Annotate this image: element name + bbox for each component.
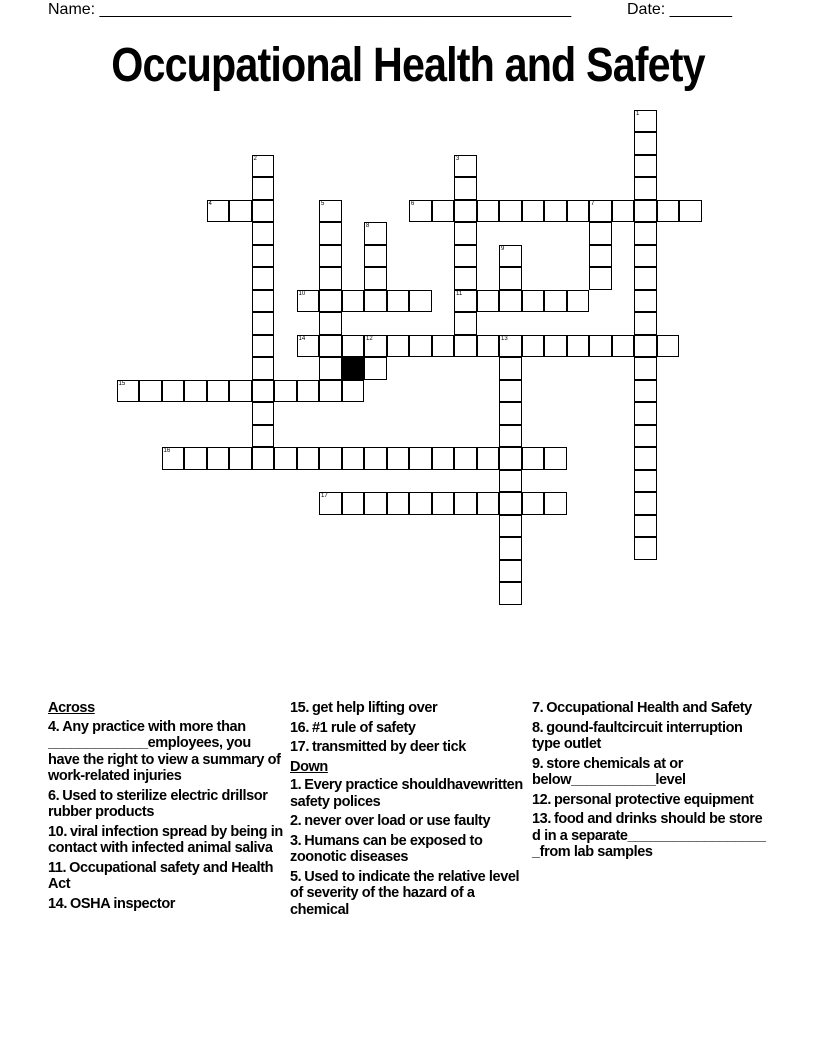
grid-cell[interactable] xyxy=(612,335,635,358)
grid-cell[interactable] xyxy=(319,357,342,380)
clue-text: food and drinks should be stored in a separate___________________from lab samples xyxy=(532,811,766,860)
clues-column-3 xyxy=(532,700,768,864)
grid-cell[interactable] xyxy=(432,447,455,470)
clue-text: OSHA inspector xyxy=(69,895,176,912)
clue-text: Every practice shouldhavewritten safety polices xyxy=(290,777,523,810)
grid-cell[interactable] xyxy=(499,492,522,515)
grid-cell[interactable] xyxy=(432,335,455,358)
grid-cell[interactable] xyxy=(184,447,207,470)
clue-text: never over load or use faulty xyxy=(304,813,491,829)
grid-cell[interactable] xyxy=(364,335,387,358)
grid-cell[interactable] xyxy=(409,290,432,313)
clue-text: Used to sterilize electric drillsor rubber products xyxy=(48,787,268,820)
grid-cell[interactable] xyxy=(207,447,230,470)
clue-number: 3. xyxy=(290,832,302,849)
grid-cell[interactable] xyxy=(432,200,455,223)
grid-cell[interactable] xyxy=(522,290,545,313)
clues-column-2 xyxy=(290,700,528,921)
grid-cell[interactable] xyxy=(252,200,275,223)
grid-cell[interactable] xyxy=(499,380,522,403)
grid-cell[interactable] xyxy=(634,380,657,403)
grid-cell[interactable] xyxy=(477,447,500,470)
grid-cell[interactable] xyxy=(499,537,522,560)
grid-cell[interactable] xyxy=(319,200,342,223)
clue-text: Used to indicate the relative level of severity of the hazard of a chemical xyxy=(290,868,520,918)
name-line: Name: _____________________________________________________ xyxy=(48,1,572,18)
grid-cell[interactable] xyxy=(207,380,230,403)
grid-cell[interactable] xyxy=(364,492,387,515)
cell-number: 12 xyxy=(366,335,373,342)
grid-cell[interactable] xyxy=(499,560,522,583)
grid-cell[interactable] xyxy=(117,380,140,403)
grid-cell[interactable] xyxy=(634,177,657,200)
grid-cell[interactable] xyxy=(589,222,612,245)
clue-down-9 xyxy=(532,756,768,789)
clue-across-10 xyxy=(48,824,284,857)
grid-cell[interactable] xyxy=(499,402,522,425)
page-title: Occupational Health and Safety xyxy=(111,39,705,92)
grid-cell[interactable] xyxy=(657,335,680,358)
grid-cell[interactable] xyxy=(342,380,365,403)
grid-cell[interactable] xyxy=(477,200,500,223)
grid-cell[interactable] xyxy=(274,447,297,470)
grid-cell[interactable] xyxy=(634,515,657,538)
grid-cell[interactable] xyxy=(387,290,410,313)
clue-text: viral infection spread by being in contact with infected animal saliva xyxy=(48,823,283,856)
grid-cell[interactable] xyxy=(252,222,275,245)
across-heading: Across xyxy=(48,700,95,716)
grid-cell[interactable] xyxy=(342,492,365,515)
grid-cell[interactable] xyxy=(252,267,275,290)
grid-cell[interactable] xyxy=(499,582,522,605)
grid-cell[interactable] xyxy=(634,335,657,358)
grid-cell[interactable] xyxy=(499,245,522,268)
clue-down-13 xyxy=(532,811,768,861)
clue-across-14 xyxy=(48,896,284,913)
clue-number: 1. xyxy=(290,777,302,793)
clue-text: gound-faultcircuit interruption type outlet xyxy=(532,719,743,752)
grid-cell[interactable] xyxy=(634,222,657,245)
grid-cell[interactable] xyxy=(409,200,432,223)
grid-cell[interactable] xyxy=(274,380,297,403)
grid-cell[interactable] xyxy=(162,447,185,470)
grid-cell[interactable] xyxy=(612,200,635,223)
grid-cell[interactable] xyxy=(544,290,567,313)
cell-number: 15 xyxy=(118,380,126,387)
clue-number: 14. xyxy=(48,895,67,912)
clue-down-7 xyxy=(532,700,768,717)
grid-cell[interactable] xyxy=(499,357,522,380)
clue-across-6 xyxy=(48,788,284,821)
grid-cell[interactable] xyxy=(342,335,365,358)
grid-cell[interactable] xyxy=(544,200,567,223)
grid-cell[interactable] xyxy=(454,335,477,358)
grid-cell[interactable] xyxy=(634,470,657,493)
grid-cell[interactable] xyxy=(634,492,657,515)
grid-cell[interactable] xyxy=(252,380,275,403)
cell-number: 3 xyxy=(456,155,460,162)
grid-cell[interactable] xyxy=(454,222,477,245)
grid-cell[interactable] xyxy=(544,447,567,470)
grid-cell[interactable] xyxy=(522,335,545,358)
clue-across-17 xyxy=(290,739,528,756)
cell-number: 6 xyxy=(411,200,415,207)
grid-cell[interactable] xyxy=(364,447,387,470)
cell-number: 4 xyxy=(208,200,212,207)
grid-cell[interactable] xyxy=(319,447,342,470)
grid-cell[interactable] xyxy=(567,335,590,358)
grid-cell[interactable] xyxy=(319,267,342,290)
grid-cell[interactable] xyxy=(589,200,612,223)
grid-cell[interactable] xyxy=(432,492,455,515)
grid-cell[interactable] xyxy=(297,290,320,313)
grid-cell[interactable] xyxy=(499,447,522,470)
grid-cell[interactable] xyxy=(297,447,320,470)
grid-cell[interactable] xyxy=(634,155,657,178)
clue-down-12 xyxy=(532,792,768,809)
grid-cell[interactable] xyxy=(544,492,567,515)
grid-cell[interactable] xyxy=(522,200,545,223)
clue-number: 12. xyxy=(532,791,551,808)
clue-text: personal protective equipment xyxy=(553,791,754,808)
grid-cell[interactable] xyxy=(499,470,522,493)
cell-number: 17 xyxy=(321,493,328,499)
cell-number: 11 xyxy=(456,290,463,297)
cell-number: 2 xyxy=(253,155,257,162)
grid-cell[interactable] xyxy=(319,222,342,245)
clue-down-5 xyxy=(290,869,528,919)
grid-cell[interactable] xyxy=(252,425,275,448)
grid-cell[interactable] xyxy=(252,155,275,178)
clue-number: 4. xyxy=(48,718,60,735)
grid-cell[interactable] xyxy=(229,200,252,223)
grid-cell[interactable] xyxy=(319,492,342,515)
cell-number: 13 xyxy=(501,335,508,342)
grid-cell[interactable] xyxy=(589,335,612,358)
clue-down-8 xyxy=(532,720,768,753)
grid-cell[interactable] xyxy=(544,335,567,358)
clue-across-11 xyxy=(48,860,284,893)
grid-cell[interactable] xyxy=(634,537,657,560)
clue-text: Occupational safety and Health Act xyxy=(48,859,274,892)
clue-down-2 xyxy=(290,813,528,830)
grid-cell[interactable] xyxy=(297,380,320,403)
grid-cell[interactable] xyxy=(454,312,477,335)
clue-number: 6. xyxy=(48,787,60,804)
grid-cell[interactable] xyxy=(252,245,275,268)
grid-cell[interactable] xyxy=(477,290,500,313)
cell-number: 10 xyxy=(298,290,306,297)
grid-cell[interactable] xyxy=(364,357,387,380)
clue-number: 2. xyxy=(290,813,302,829)
clue-across-15 xyxy=(290,700,528,717)
grid-cell[interactable] xyxy=(207,200,230,223)
grid-cell[interactable] xyxy=(454,245,477,268)
grid-cell[interactable] xyxy=(634,402,657,425)
clue-text: get help lifting over xyxy=(311,700,438,716)
grid-cell[interactable] xyxy=(454,290,477,313)
grid-cell[interactable] xyxy=(319,245,342,268)
grid-cell[interactable] xyxy=(409,492,432,515)
grid-cell[interactable] xyxy=(229,447,252,470)
grid-cell[interactable] xyxy=(454,177,477,200)
clue-text: Occupational Health and Safety xyxy=(546,700,752,716)
clue-number: 5. xyxy=(290,868,302,885)
grid-cell[interactable] xyxy=(567,290,590,313)
grid-cell[interactable] xyxy=(252,177,275,200)
grid-cell[interactable] xyxy=(252,357,275,380)
clue-across-4 xyxy=(48,719,284,785)
grid-cell[interactable] xyxy=(454,200,477,223)
grid-cell[interactable] xyxy=(364,290,387,313)
grid-cell[interactable] xyxy=(319,312,342,335)
grid-cell[interactable] xyxy=(319,335,342,358)
grid-cell[interactable] xyxy=(634,312,657,335)
grid-cell[interactable] xyxy=(679,200,702,223)
clue-number: 15. xyxy=(290,700,309,716)
grid-cell[interactable] xyxy=(634,245,657,268)
cell-number: 16 xyxy=(163,448,171,454)
grid-cell[interactable] xyxy=(252,447,275,470)
cell-number: 14 xyxy=(298,335,306,342)
grid-cell[interactable] xyxy=(634,200,657,223)
clue-text: Humans can be exposed to zoonotic diseases xyxy=(290,832,483,865)
grid-cell[interactable] xyxy=(522,447,545,470)
grid-cell[interactable] xyxy=(634,290,657,313)
clue-number: 11. xyxy=(48,859,67,876)
grid-cell[interactable] xyxy=(252,290,275,313)
grid-cell[interactable] xyxy=(499,515,522,538)
clue-down-1 xyxy=(290,777,528,810)
grid-cell[interactable] xyxy=(499,335,522,358)
grid-cell[interactable] xyxy=(477,492,500,515)
clue-down-3 xyxy=(290,833,528,866)
grid-cell[interactable] xyxy=(499,425,522,448)
grid-block-cell xyxy=(342,357,365,380)
grid-cell[interactable] xyxy=(409,447,432,470)
grid-cell[interactable] xyxy=(634,357,657,380)
grid-cell[interactable] xyxy=(139,380,162,403)
grid-cell[interactable] xyxy=(364,222,387,245)
clue-number: 16. xyxy=(290,719,309,736)
cell-number: 5 xyxy=(321,200,325,207)
down-heading: Down xyxy=(290,758,328,775)
grid-cell[interactable] xyxy=(634,425,657,448)
grid-cell[interactable] xyxy=(634,132,657,155)
cell-number: 9 xyxy=(501,245,505,252)
grid-cell[interactable] xyxy=(387,447,410,470)
grid-cell[interactable] xyxy=(499,267,522,290)
grid-cell[interactable] xyxy=(409,335,432,358)
cell-number: 8 xyxy=(366,223,370,229)
grid-cell[interactable] xyxy=(522,492,545,515)
grid-cell[interactable] xyxy=(634,110,657,133)
clue-text: transmitted by deer tick xyxy=(311,739,466,755)
grid-cell[interactable] xyxy=(634,447,657,470)
grid-cell[interactable] xyxy=(454,155,477,178)
grid-cell[interactable] xyxy=(454,492,477,515)
grid-cell[interactable] xyxy=(162,380,185,403)
grid-cell[interactable] xyxy=(634,267,657,290)
clue-number: 7. xyxy=(532,700,544,716)
grid-cell[interactable] xyxy=(364,245,387,268)
cell-number: 1 xyxy=(636,110,640,117)
clue-number: 9. xyxy=(532,755,544,772)
grid-cell[interactable] xyxy=(184,380,207,403)
grid-cell[interactable] xyxy=(499,200,522,223)
grid-cell[interactable] xyxy=(342,290,365,313)
grid-cell[interactable] xyxy=(387,335,410,358)
clue-number: 17. xyxy=(290,739,309,755)
grid-cell[interactable] xyxy=(252,335,275,358)
date-line: Date: _______ xyxy=(627,1,732,18)
grid-cell[interactable] xyxy=(589,267,612,290)
clue-number: 13. xyxy=(532,811,551,827)
grid-cell[interactable] xyxy=(387,492,410,515)
clue-text: #1 rule of safety xyxy=(311,719,416,736)
cell-number: 7 xyxy=(591,200,595,207)
grid-cell[interactable] xyxy=(657,200,680,223)
grid-cell[interactable] xyxy=(589,245,612,268)
grid-cell[interactable] xyxy=(229,380,252,403)
clues-section xyxy=(48,700,776,960)
grid-cell[interactable] xyxy=(364,267,387,290)
clue-across-16 xyxy=(290,720,528,737)
grid-cell[interactable] xyxy=(454,267,477,290)
grid-cell[interactable] xyxy=(297,335,320,358)
clues-column-1 xyxy=(48,700,284,915)
clue-number: 10. xyxy=(48,823,67,840)
clue-text: Any practice with more than _____________employees, you have the right to view a summary of work-related injuries xyxy=(48,718,281,784)
grid-cell[interactable] xyxy=(319,290,342,313)
grid-cell[interactable] xyxy=(252,402,275,425)
grid-cell[interactable] xyxy=(477,335,500,358)
grid-cell[interactable] xyxy=(342,447,365,470)
grid-cell[interactable] xyxy=(567,200,590,223)
grid-cell[interactable] xyxy=(454,447,477,470)
grid-cell[interactable] xyxy=(319,380,342,403)
clue-text: store chemicals at or below___________level xyxy=(532,755,686,788)
grid-cell[interactable] xyxy=(252,312,275,335)
grid-cell[interactable] xyxy=(499,290,522,313)
clue-number: 8. xyxy=(532,719,544,736)
